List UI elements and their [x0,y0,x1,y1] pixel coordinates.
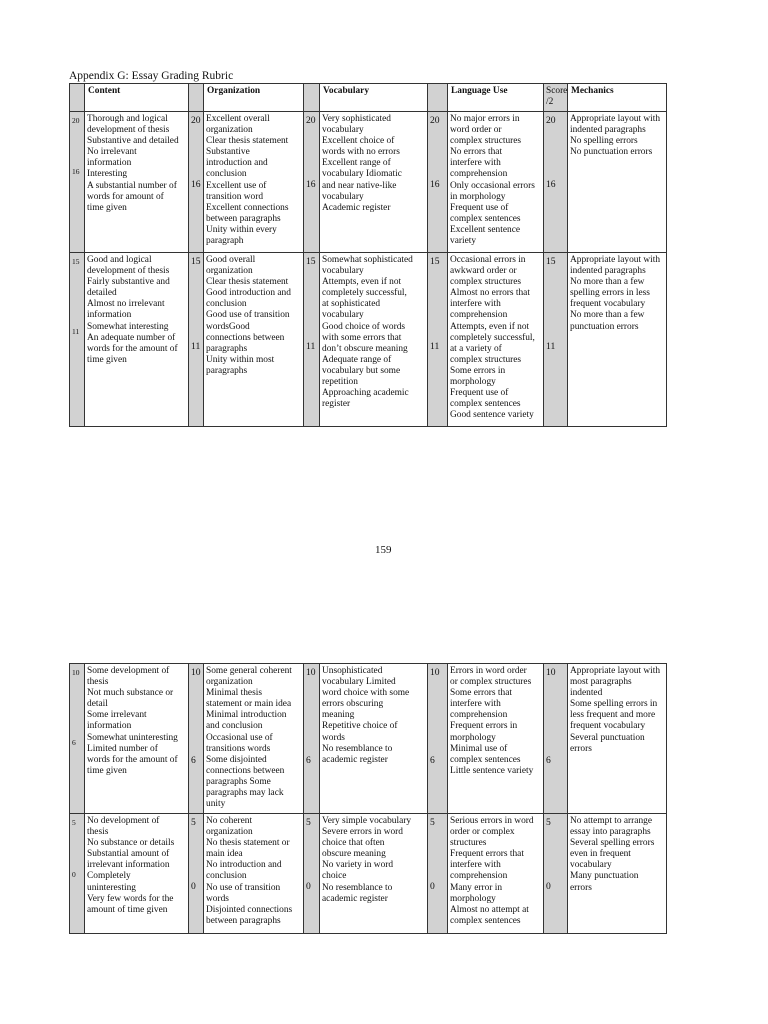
score-cell: 10 6 [304,664,320,814]
rubric-table-top [69,83,667,427]
header-organization: Organization [204,84,304,112]
page-number: 159 [375,544,392,556]
header-score-cell [304,84,320,112]
score-cell: 5 0 [428,814,448,934]
score-cell: 15 11 [304,253,320,427]
score-cell: 20 16 [70,112,85,253]
header-mechanics: Mechanics [568,84,667,112]
score-cell: 20 16 [304,112,320,253]
header-score-cell [428,84,448,112]
score-cell: 20 16 [544,112,568,253]
mechanics-cell: Appropriate layout with most paragraphs indented Some spelling errors in less frequent and more frequent vocabulary Several punctuation errors [568,664,667,814]
header-score: Score /2 [544,84,568,112]
score-cell: 5 0 [70,814,85,934]
score-cell: 20 16 [428,112,448,253]
score-cell: 10 6 [70,664,85,814]
header-content: Content [85,84,189,112]
language-use-cell: No major errors in word order or complex structures No errors that interfere with comprehension Only occasional errors in morphology Frequent use of complex sentences Excellent sentence variety [448,112,544,253]
vocabulary-cell: Very simple vocabulary Severe errors in word choice that often obscure meaning No variety in word choice No resemblance to academic register [320,814,428,934]
content-cell: Some development of thesis Not much substance or detail Some irrelevant information Somewhat uninteresting Limited number of words for the amount of time given [85,664,189,814]
language-use-cell: Errors in word order or complex structures Some errors that interfere with comprehension Frequent errors in morphology Minimal use of complex sentences Little sentence variety [448,664,544,814]
score-cell: 15 11 [189,253,204,427]
vocabulary-cell: Very sophisticated vocabulary Excellent choice of words with no errors Excellent range of vocabulary Idiomatic and near native-like vocabulary Academic register [320,112,428,253]
header-score-cell [70,84,85,112]
vocabulary-cell: Somewhat sophisticated vocabulary Attempts, even if not completely successful, at sophisticated vocabulary Good choice of words with some errors that don’t obscure meaning Adequate range of vocabulary but some repetition Approaching academic register [320,253,428,427]
header-score-cell [189,84,204,112]
score-cell: 10 6 [544,664,568,814]
score-cell: 5 0 [304,814,320,934]
header-language-use: Language Use [448,84,544,112]
table-row [70,112,667,253]
organization-cell: No coherent organization No thesis statement or main idea No introduction and conclusion No use of transition words Disjointed connections between paragraphs [204,814,304,934]
page-title: Appendix G: Essay Grading Rubric [69,70,234,82]
score-cell: 10 6 [189,664,204,814]
table-row [70,814,667,934]
header-vocabulary: Vocabulary [320,84,428,112]
content-cell: Good and logical development of thesis Fairly substantive and detailed Almost no irrelevant information Somewhat interesting An adequate number of words for the amount of time given [85,253,189,427]
organization-cell: Excellent overall organization Clear thesis statement Substantive introduction and conclusion Excellent use of transition word Excellent connections between paragraphs Unity within every paragraph [204,112,304,253]
organization-cell: Some general coherent organization Minimal thesis statement or main idea Minimal introduction and conclusion Occasional use of transitions words Some disjointed connections between paragraphs Some paragraphs may lack unity [204,664,304,814]
mechanics-cell: Appropriate layout with indented paragraphs No spelling errors No punctuation errors [568,112,667,253]
score-cell: 5 0 [189,814,204,934]
table-row [70,664,667,814]
table-row [70,253,667,427]
mechanics-cell: No attempt to arrange essay into paragraphs Several spelling errors even in frequent vocabulary Many punctuation errors [568,814,667,934]
rubric-table-bottom [69,663,667,934]
score-cell: 10 6 [428,664,448,814]
content-cell: No development of thesis No substance or details Substantial amount of irrelevant information Completely uninteresting Very few words for the amount of time given [85,814,189,934]
language-use-cell: Serious errors in word order or complex structures Frequent errors that interfere with comprehension Many error in morphology Almost no attempt at complex sentences [448,814,544,934]
organization-cell: Good overall organization Clear thesis statement Good introduction and conclusion Good use of transition wordsGood connections between paragraphs Unity within most paragraphs [204,253,304,427]
language-use-cell: Occasional errors in awkward order or complex structures Almost no errors that interfere with comprehension Attempts, even if not completely successful, at a variety of complex structures Some errors in morphology Frequent use of complex sentences Good sentence variety [448,253,544,427]
vocabulary-cell: Unsophisticated vocabulary Limited word choice with some errors obscuring meaning Repetitive choice of words No resemblance to academic register [320,664,428,814]
score-cell: 15 11 [428,253,448,427]
mechanics-cell: Appropriate layout with indented paragraphs No more than a few spelling errors in less frequent vocabulary No more than a few punctuation errors [568,253,667,427]
score-cell: 15 11 [544,253,568,427]
score-cell: 20 16 [189,112,204,253]
score-cell: 15 11 [70,253,85,427]
content-cell: Thorough and logical development of thesis Substantive and detailed No irrelevant information Interesting A substantial number of words for amount of time given [85,112,189,253]
score-cell: 5 0 [544,814,568,934]
